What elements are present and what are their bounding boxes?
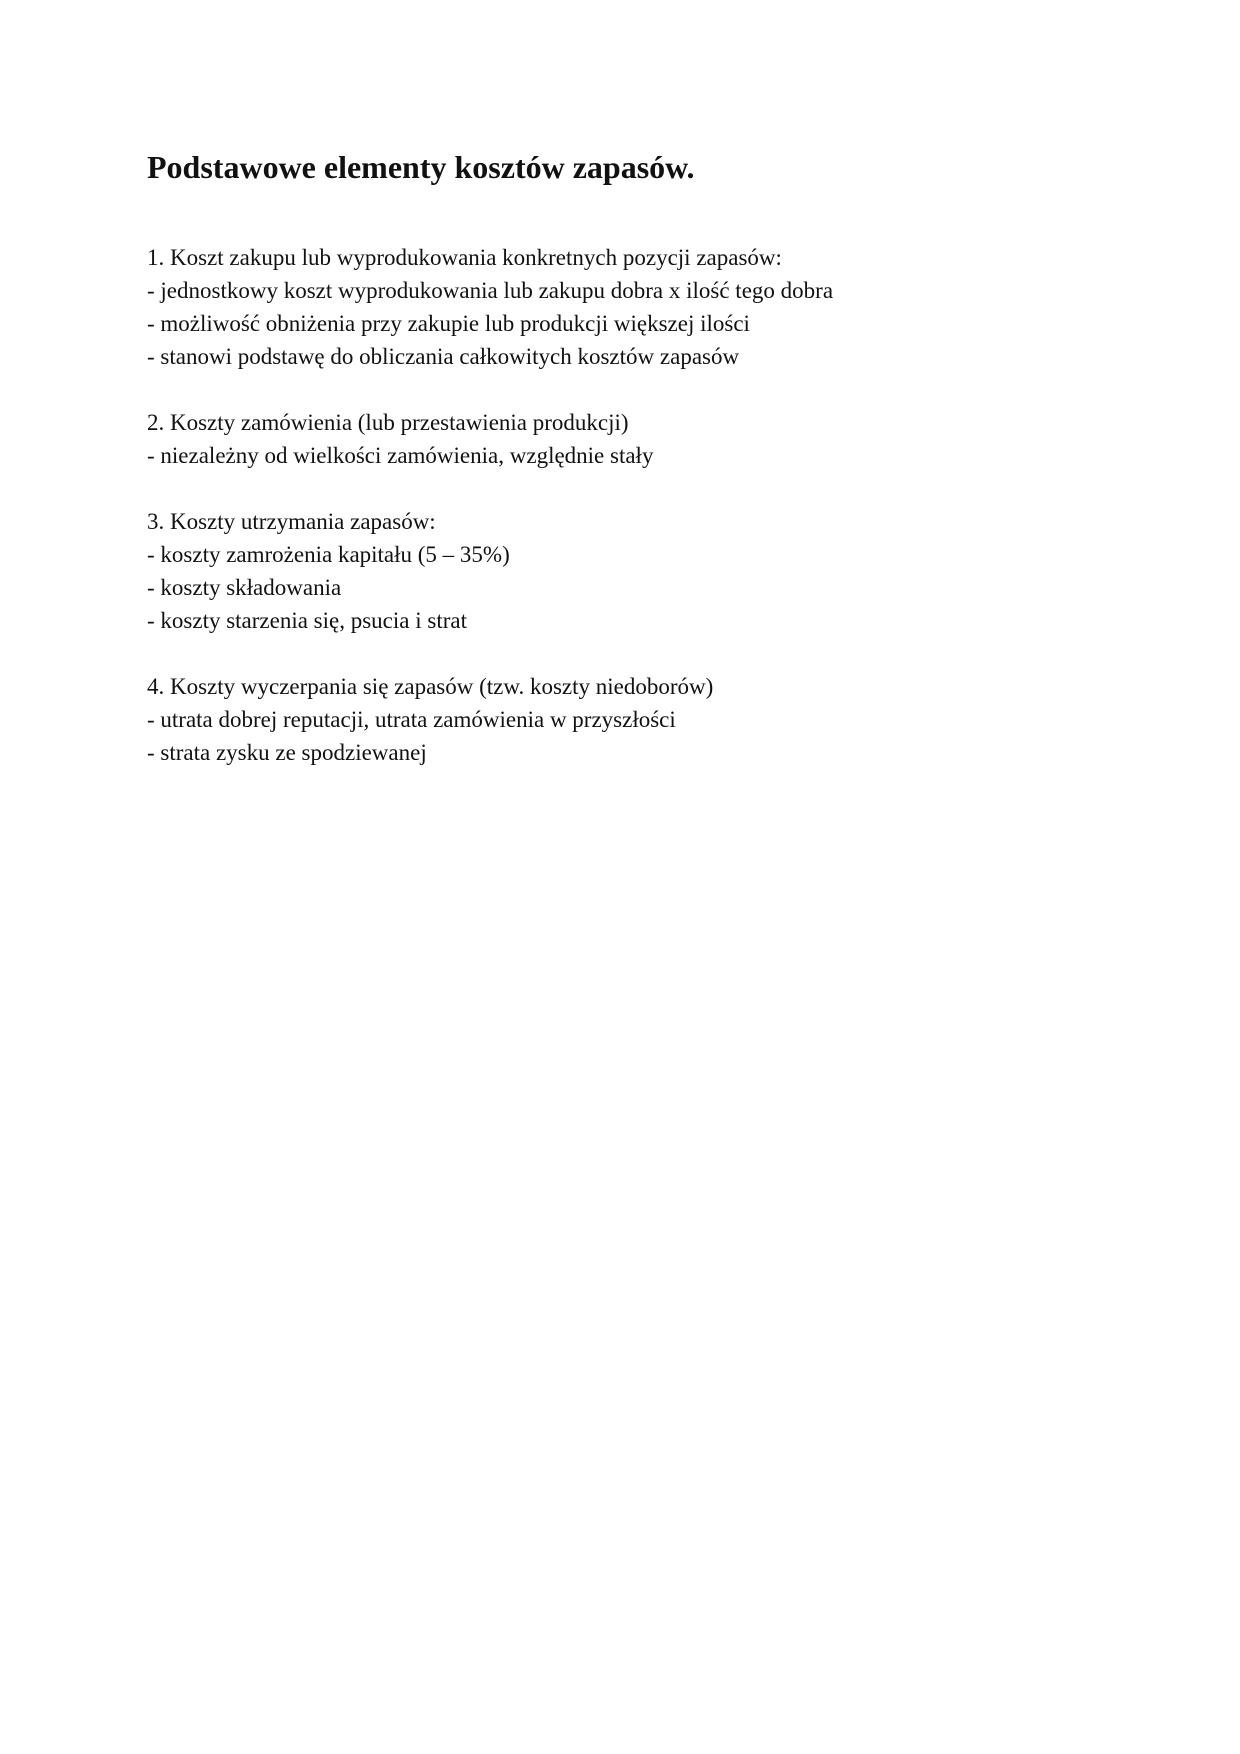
list-item: - jednostkowy koszt wyprodukowania lub zakupu dobra x ilość tego dobra (147, 278, 834, 303)
list-item: - strata zysku ze spodziewanej (147, 740, 427, 765)
section-heading: 4. Koszty wyczerpania się zapasów (tzw. koszty niedoborów) (147, 674, 714, 699)
section-heading: 3. Koszty utrzymania zapasów: (147, 509, 436, 534)
list-item: - koszty zamrożenia kapitału (5 – 35%) (147, 542, 510, 567)
section-heading: 2. Koszty zamówienia (lub przestawienia produkcji) (147, 410, 629, 435)
section-shortage-cost (147, 670, 713, 769)
page-title: Podstawowe elementy kosztów zapasów. (147, 149, 695, 185)
list-item: - stanowi podstawę do obliczania całkowitych kosztów zapasów (147, 344, 740, 369)
list-item: - koszty składowania (147, 575, 342, 600)
list-item: - utrata dobrej reputacji, utrata zamówienia w przyszłości (147, 707, 676, 732)
list-item: - możliwość obniżenia przy zakupie lub produkcji większej ilości (147, 311, 750, 336)
section-order-cost (147, 406, 653, 472)
section-purchase-cost (147, 241, 833, 373)
list-item: - niezależny od wielkości zamówienia, względnie stały (147, 443, 654, 468)
list-item: - koszty starzenia się, psucia i strat (147, 608, 467, 633)
section-holding-cost (147, 505, 510, 637)
section-heading: 1. Koszt zakupu lub wyprodukowania konkretnych pozycji zapasów: (147, 245, 782, 270)
